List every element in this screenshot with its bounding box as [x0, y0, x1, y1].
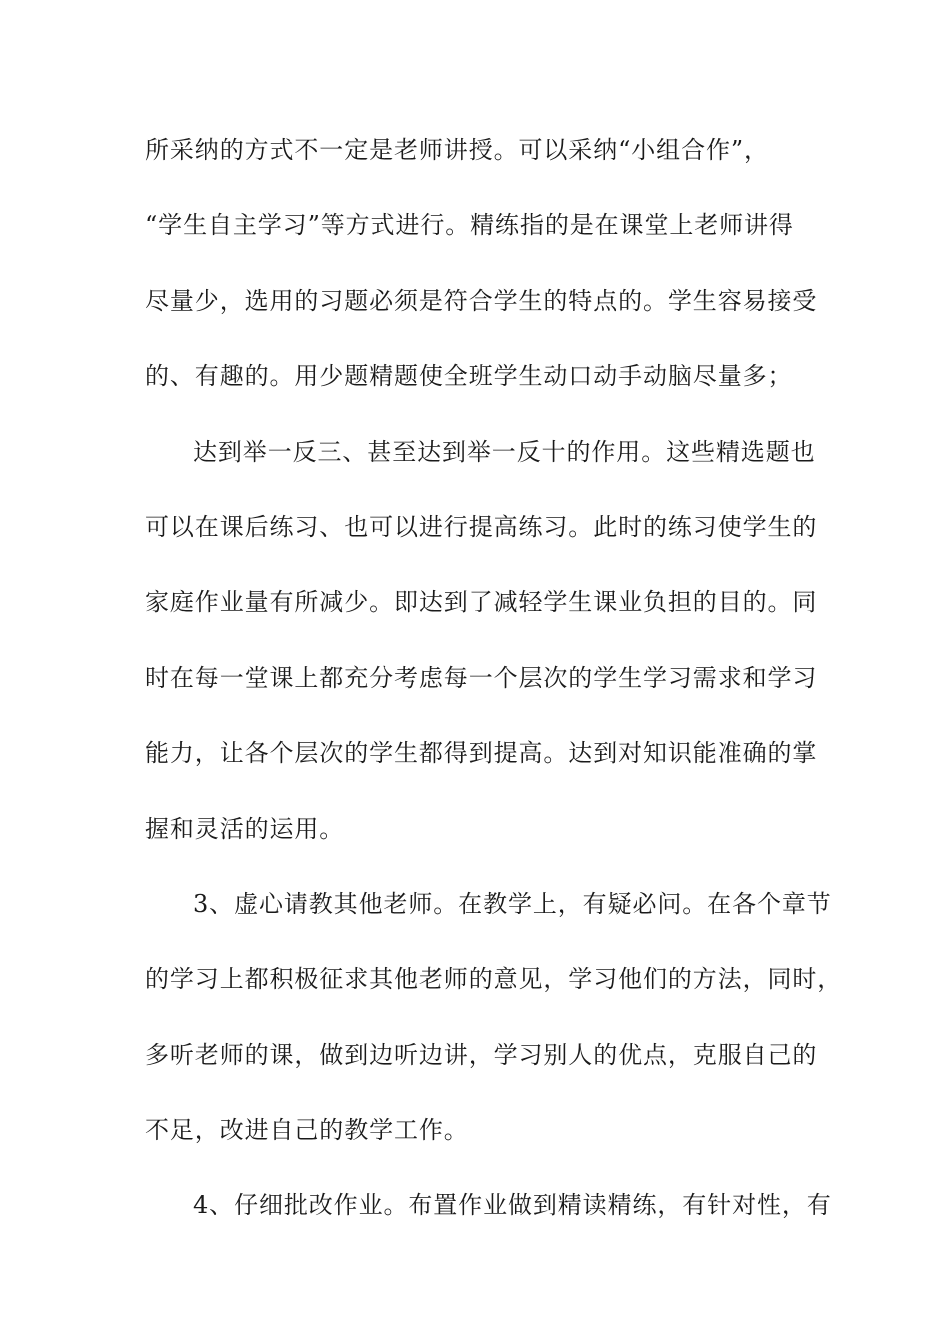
- body-text: [145, 128, 843, 1259]
- text-line-8: 时在每一堂课上都充分考虑每一个层次的学生学习需求和学习: [145, 663, 818, 692]
- text-line-5: 达到举一反三、甚至达到举一反十的作用。这些精选题也: [193, 437, 816, 466]
- text-line-3: 尽量少，选用的习题必须是符合学生的特点的。学生容易接受: [145, 286, 818, 315]
- text-line-11: 3、虚心请教其他老师。在教学上，有疑必问。在各个章节: [193, 889, 832, 918]
- text-line-7: 家庭作业量有所减少。即达到了减轻学生课业负担的目的。同: [145, 588, 818, 617]
- text-line-12: 的学习上都积极征求其他老师的意见，学习他们的方法，同时，: [145, 965, 843, 994]
- text-line-15: 4、仔细批改作业。布置作业做到精读精练，有针对性，有: [193, 1191, 832, 1220]
- text-line-14: 不足，改进自己的教学工作。: [145, 1116, 469, 1145]
- text-line-9: 能力，让各个层次的学生都得到提高。达到对知识能准确的掌: [145, 739, 818, 768]
- text-line-13: 多听老师的课，做到边听边讲，学习别人的优点，克服自己的: [145, 1040, 818, 1069]
- text-line-2: “学生自主学习”等方式进行。精练指的是在课堂上老师讲得: [145, 211, 794, 240]
- text-line-4: 的、有趣的。用少题精题使全班学生动口动手动脑尽量多；: [145, 362, 793, 391]
- text-line-1: 所采纳的方式不一定是老师讲授。可以采纳“小组合作”，: [145, 136, 769, 164]
- text-line-6: 可以在课后练习、也可以进行提高练习。此时的练习使学生的: [145, 512, 818, 541]
- text-line-10: 握和灵活的运用。: [145, 814, 345, 843]
